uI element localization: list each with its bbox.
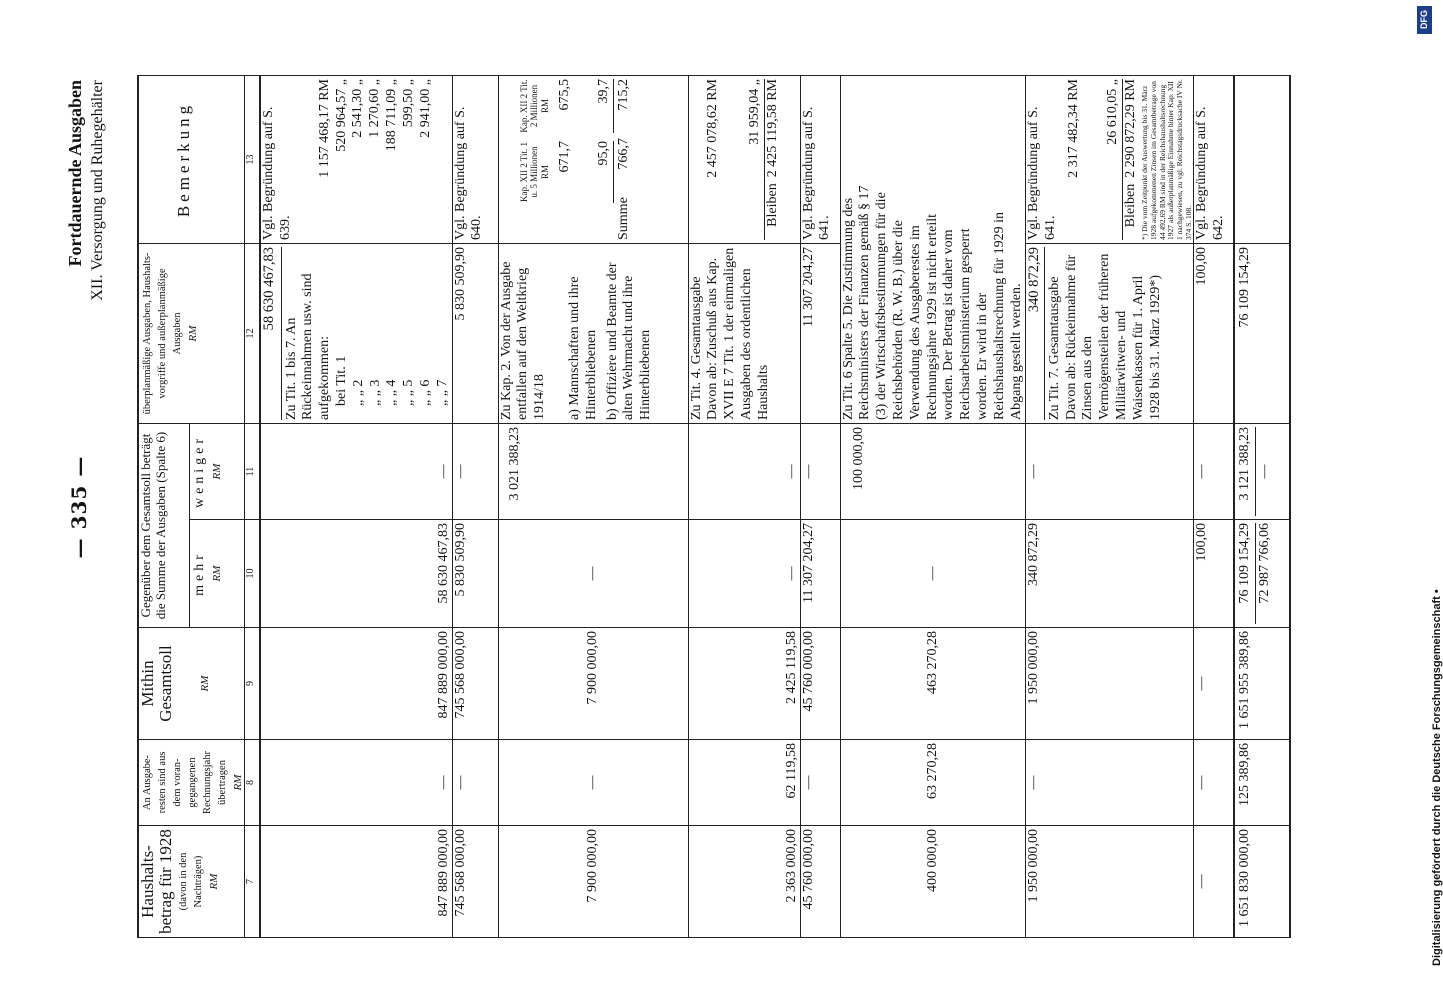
total-less	[1234, 424, 1290, 520]
extra-item: a) Mannschaften und ihre Hinterbliebenen	[567, 276, 599, 420]
cell-more: 340 872,29	[1026, 520, 1194, 628]
col-number: 7	[245, 826, 261, 938]
col12-header: überplanmäßige Ausgaben, Haushalts-vorgriffe und außerplanmäßige Ausgaben RM	[138, 244, 245, 424]
table-row	[1026, 76, 1194, 938]
millions-value: 766,7	[615, 138, 631, 170]
total-less-net: —	[1255, 427, 1273, 516]
cell-more: 11 307 204,27	[800, 520, 840, 628]
cell-carryover: 62 119,58	[688, 740, 800, 826]
cell-less: 3 021 388,23	[498, 424, 688, 520]
cell-more: 58 630 467,83	[260, 520, 452, 628]
page-number: — 335 —	[67, 455, 91, 559]
cell-extra	[498, 244, 688, 424]
extra-amount: 58 630 467,83	[261, 247, 278, 331]
cell-less: —	[1194, 424, 1234, 520]
col13-header: Bemerkung	[138, 76, 245, 244]
total-target: 1 651 955 389,86	[1234, 628, 1290, 740]
cell-total-target: 463 270,28	[840, 628, 1026, 740]
refund-item-value: 1 157 468,17 RM	[316, 79, 332, 178]
cell-budget: 2 363 000,00	[688, 826, 800, 938]
cell-less: —	[800, 424, 840, 520]
col10-header: mehr RM	[189, 520, 245, 628]
table-row	[800, 76, 840, 938]
cell-remark: Vgl. Begründung auf S. 642.	[1194, 76, 1234, 244]
col-number: 9	[245, 628, 261, 740]
table-row	[498, 76, 688, 938]
footnote: *) Die vom Zeitpunkt der Auswertung bis 31. März 1928 aufgekommenen Zinsen im Gesamtbetrage von 44 492,69 RM sind in der Reichshaushaltsrechnung 1927 als außerplanmäßige Einnahme hinter Kap. XII 1 nachgewiesen, zu vgl. Reichstagsdrucksache IV Nr. 374 S. 108.	[1140, 79, 1193, 240]
header-row	[138, 76, 189, 938]
cell-extra: 5 830 509,90	[452, 244, 498, 424]
millions-sum	[616, 79, 633, 240]
col8-header: An Ausgabe-resten sind aus dem voran-gegangenen Rechnungsjahr übertragen RM	[138, 740, 245, 826]
rest-value: 2 290 872,29 RM	[1122, 79, 1138, 178]
cell-budget: —	[1194, 826, 1234, 938]
cell-total-target: 7 900 000,00	[498, 628, 688, 740]
amount-line: 26 610,05 „	[1105, 79, 1123, 240]
extra-note: Zu Tit. 7. Gesamtausgabe	[1046, 276, 1062, 420]
refund-item-value: 520 964,57 „	[333, 79, 349, 152]
table-row	[688, 76, 800, 938]
millions-value: 95,0	[596, 141, 614, 203]
total-extra: 76 109 154,29	[1234, 244, 1290, 424]
cell-remark	[498, 76, 688, 244]
millions-value: 675,5	[557, 79, 573, 111]
col-number: 8	[245, 740, 261, 826]
extra-line: Davon ab: Zuschuß aus Kap. XVII E 7 Tit. 1 der einmaligen Ausgaben des ordentlichen Haushalts	[705, 247, 771, 420]
section-subtitle: XII. Versorgung und Ruhegehälter	[89, 80, 106, 301]
amount-line: 2 317 482,34 RM	[1065, 79, 1081, 178]
table-row	[840, 76, 1026, 938]
total-budget: 1 651 830 000,00	[1234, 826, 1290, 938]
millions-value: 671,7	[557, 141, 573, 173]
cell-extra	[1026, 244, 1194, 424]
refund-item-label: „ „ 5	[401, 379, 417, 406]
refund-list	[317, 79, 435, 240]
refund-item-label: „ „ 3	[367, 379, 383, 406]
cell-extra	[840, 76, 1026, 424]
cell-extra: 11 307 204,27	[800, 244, 840, 424]
total-less-gross: 3 121 388,23	[1236, 427, 1252, 501]
digitization-sidebar	[1417, 6, 1443, 994]
millions-row-a	[557, 79, 574, 240]
col-number: 12	[245, 244, 261, 424]
cell-budget: 745 568 000,00	[452, 826, 498, 938]
refund-item-value: 188 711,09 „	[384, 79, 400, 152]
totals-row	[1234, 76, 1290, 938]
cell-carryover: —	[800, 740, 840, 826]
refund-item-label: bei Tit. 1	[334, 355, 350, 406]
section-title: Fortdauernde Ausgaben	[65, 80, 85, 267]
rest-value: 2 425 119,58 RM	[765, 79, 781, 178]
table-row	[1194, 76, 1234, 938]
refund-item-value: 2 941,00 „	[417, 79, 433, 138]
cell-budget: 7 900 000,00	[498, 826, 688, 938]
extra-note: Zu Tit. 4. Gesamtausgabe	[688, 276, 704, 420]
cell-total-target: 1 950 000,00	[1026, 628, 1194, 740]
table-row	[452, 76, 498, 938]
cell-extra	[688, 244, 800, 424]
cell-remark	[688, 76, 800, 244]
total-carryover: 125 389,86	[1234, 740, 1290, 826]
cell-less: —	[452, 424, 498, 520]
dfg-logo: DFG	[1417, 6, 1432, 34]
refund-item-label: „ „ 7	[434, 379, 450, 406]
cell-remark	[1026, 76, 1194, 244]
extra-note: Zu Kap. 2. Von der Ausgabe entfallen auf den Weltkrieg 1914/18	[498, 261, 548, 420]
rotated-ledger-page	[67, 76, 1363, 938]
cell-more: —	[498, 520, 688, 628]
millions-value: 39,7	[596, 79, 614, 133]
cell-less: 100 000,00	[840, 424, 1026, 520]
refund-list	[334, 247, 452, 420]
refund-item-value: 1 270,60 „	[367, 79, 383, 138]
cell-more: 5 830 509,90	[452, 520, 498, 628]
cell-carryover: 63 270,28	[840, 740, 1026, 826]
cell-budget: 1 950 000,00	[1026, 826, 1194, 938]
total-more-net: 72 987 766,06	[1255, 523, 1273, 624]
ledger-table	[137, 75, 1291, 938]
cell-carryover: —	[1026, 740, 1194, 826]
col-number: 11	[245, 424, 261, 520]
cell-remark: Vgl. Begründung auf S. 641.	[800, 76, 840, 244]
cell-more: 100,00	[1194, 520, 1234, 628]
cell-budget: 847 889 000,00	[260, 826, 452, 938]
cell-total-target: —	[1194, 628, 1234, 740]
total-more	[1234, 520, 1290, 628]
rest-label: Bleiben	[765, 183, 781, 227]
total-more-gross: 76 109 154,29	[1236, 523, 1252, 604]
refund-item-label: „ „ 4	[384, 379, 400, 406]
column-number-row	[245, 76, 261, 938]
cell-carryover: —	[1194, 740, 1234, 826]
cell-carryover: —	[452, 740, 498, 826]
extra-item: b) Offiziere und Beamte der alten Wehrmacht und ihre Hinterbliebenen	[604, 262, 654, 420]
cell-total-target: 745 568 000,00	[452, 628, 498, 740]
cell-remark: Vgl. Begründung auf S. 640.	[452, 76, 498, 244]
remark-text: Vgl. Begründung auf S. 641.	[1026, 106, 1059, 240]
total-remark	[1234, 76, 1290, 244]
rest-line	[765, 79, 782, 240]
refund-item-value: 2 541,30 „	[350, 79, 366, 138]
millions-heads	[519, 79, 551, 240]
extra-amount: 340 872,29	[1026, 247, 1044, 420]
refund-item-value: 599,50 „	[400, 79, 416, 128]
cell-more: —	[688, 520, 800, 628]
refund-item-label: „ „ 6	[418, 379, 434, 406]
amount-line: 31 959,04 „	[747, 79, 765, 240]
extra-line: Davon ab: Rückeinnahme für Zinsen aus den Vermögensteilen der früheren Militärwitwen- und Waisenkassen für 1. April 1928 bis 31. März 1929*)	[1063, 253, 1163, 420]
cell-carryover: —	[498, 740, 688, 826]
sum-label: Summe	[615, 197, 631, 240]
cell-remark	[260, 76, 452, 244]
col7-header: Haushalts-betrag für 1928 (davon in den Nachträgen) RM	[138, 826, 245, 938]
millions-head: Kap. XII 2 Tit. 1 u. 5 Millionen RM	[518, 142, 551, 203]
cell-less: —	[688, 424, 800, 520]
col-number: 13	[245, 76, 261, 244]
refund-item-label: „ „ 2	[350, 379, 366, 406]
cell-less: —	[1026, 424, 1194, 520]
remark-text: Vgl. Begründung auf S. 639.	[261, 106, 294, 240]
cell-less: —	[260, 424, 452, 520]
cell-budget: 400 000,00	[840, 826, 1026, 938]
extra-note: Zu Tit. 6 Spalte 5. Die Zustimmung des Reichsministers der Finanzen gemäß § 17 (3) der Wirtschaftsbestimmungen für die Reichsbehörden (R. W. B.) über die Verwendung des Ausgaberestes im Rechnungsjahre 1929 ist nicht erteilt worden. Der Betrag ist daher vom Reichsarbeitsministerium gesperrt worden. Er wird in der Reichshaushaltsrechnung für 1929 in Abgang gestellt werden.	[840, 185, 1024, 420]
millions-value: 715,2	[615, 79, 631, 111]
cell-budget: 45 760 000,00	[800, 826, 840, 938]
millions-head: Kap. XII 2 Tit. 2 Millionen RM	[518, 79, 551, 133]
cell-extra	[260, 244, 452, 424]
cell-total-target: 847 889 000,00	[260, 628, 452, 740]
col11-header: weniger RM	[189, 424, 245, 520]
extra-note: Zu Tit. 1 bis 7. An Rückeinnahmen usw. sind aufgekommen:	[281, 247, 334, 420]
table-row	[260, 76, 452, 938]
digitization-credit: Digitalisierung gefördert durch die Deutsche Forschungsgemeinschaft •	[1431, 589, 1443, 966]
rest-line	[1123, 79, 1140, 240]
cell-more: —	[840, 520, 1026, 628]
cell-total-target: 2 425 119,58	[688, 628, 800, 740]
cell-extra: 100,00	[1194, 244, 1234, 424]
cell-total-target: 45 760 000,00	[800, 628, 840, 740]
millions-row-b	[596, 79, 614, 240]
col9-header: Mithin Gesamtsoll RM	[138, 628, 245, 740]
rest-label: Bleiben	[1122, 183, 1138, 228]
page-header	[67, 76, 131, 938]
cell-carryover: —	[260, 740, 452, 826]
col-number: 10	[245, 520, 261, 628]
amount-line: 2 457 078,62 RM	[704, 79, 720, 178]
group-header: Gegenüber dem Gesamtsoll beträgt die Summe der Ausgaben (Spalte 6)	[138, 424, 189, 628]
